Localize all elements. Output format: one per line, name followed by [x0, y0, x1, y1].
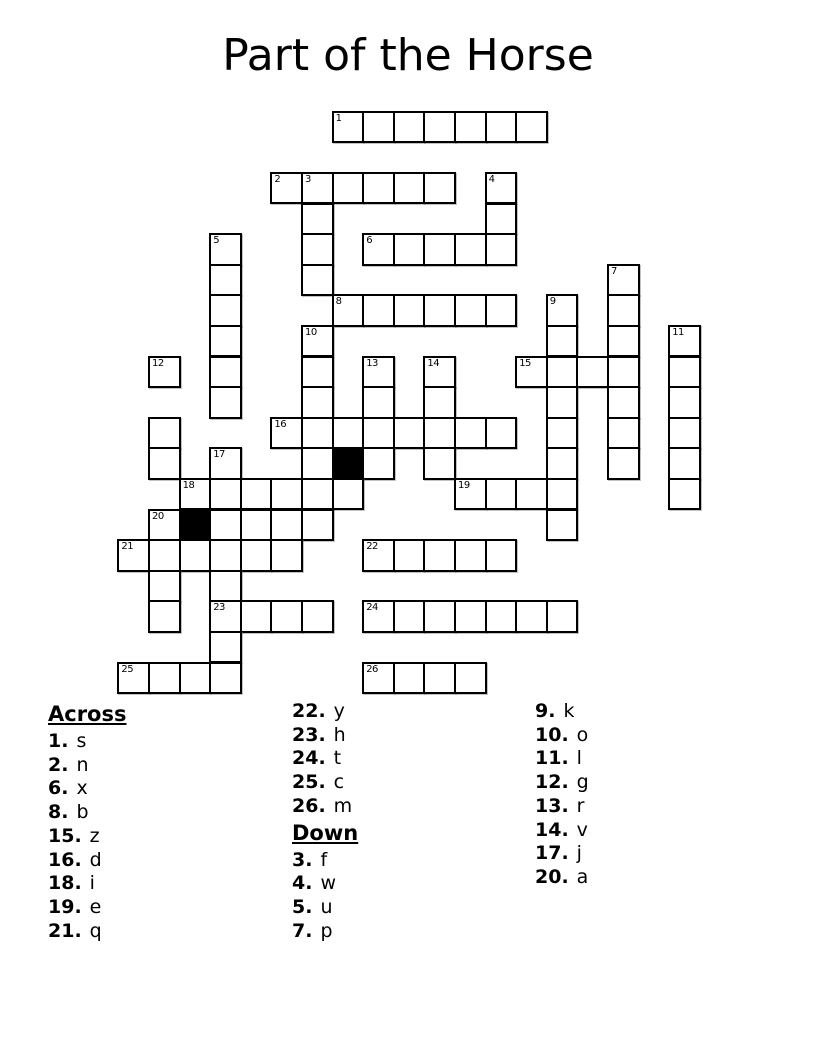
clue-number: 24. — [292, 747, 326, 770]
grid-cell[interactable] — [179, 662, 212, 695]
clue-number: 15. — [48, 824, 82, 847]
clue-text: t — [333, 747, 342, 770]
grid-cell[interactable] — [209, 325, 242, 358]
clue-number: 21. — [48, 919, 82, 942]
grid-cell[interactable] — [485, 600, 518, 633]
clue-item — [292, 747, 532, 771]
grid-cell[interactable] — [485, 111, 518, 144]
grid-cell[interactable] — [117, 662, 150, 695]
grid-cell[interactable] — [454, 417, 487, 450]
cell-number: 8 — [335, 296, 342, 308]
grid-cell[interactable] — [240, 600, 273, 633]
grid-cell[interactable] — [485, 233, 518, 266]
grid-cell[interactable] — [148, 662, 181, 695]
black-cell — [332, 447, 365, 480]
grid-cell[interactable] — [515, 111, 548, 144]
grid-cell[interactable] — [515, 356, 548, 389]
grid-cell[interactable] — [607, 447, 640, 480]
clue-number: 16. — [48, 848, 82, 871]
grid-cell[interactable] — [485, 172, 518, 205]
cell-number: 12 — [152, 357, 164, 369]
grid-cell[interactable] — [117, 539, 150, 572]
clue-column — [535, 700, 775, 890]
clue-text: x — [76, 777, 88, 800]
grid-cell[interactable] — [270, 600, 303, 633]
clue-number: 19. — [48, 895, 82, 918]
clue-text: s — [76, 730, 87, 752]
grid-cell[interactable] — [209, 478, 242, 511]
cell-number: 26 — [366, 663, 378, 675]
grid-cell[interactable] — [454, 111, 487, 144]
grid-cell[interactable] — [454, 294, 487, 327]
grid-cell[interactable] — [362, 356, 395, 389]
grid-cell[interactable] — [576, 356, 609, 389]
grid-cell[interactable] — [301, 325, 334, 358]
clue-number: 23. — [292, 723, 326, 746]
grid-cell[interactable] — [515, 478, 548, 511]
grid-cell[interactable] — [485, 294, 518, 327]
grid-cell[interactable] — [668, 417, 701, 450]
grid-cell[interactable] — [668, 478, 701, 511]
grid-cell[interactable] — [423, 386, 456, 419]
clue-text: v — [576, 818, 588, 841]
clue-item — [535, 771, 775, 795]
grid-cell[interactable] — [362, 662, 395, 695]
grid-cell[interactable] — [362, 111, 395, 144]
clue-item — [48, 801, 288, 825]
grid-cell[interactable] — [393, 539, 426, 572]
clue-text: j — [576, 842, 582, 865]
clue-text: i — [89, 872, 95, 895]
clue-item — [48, 825, 288, 849]
clue-number: 6. — [48, 777, 69, 800]
grid-cell[interactable] — [454, 478, 487, 511]
grid-cell[interactable] — [546, 417, 579, 450]
grid-cell[interactable] — [301, 233, 334, 266]
grid-cell[interactable] — [393, 662, 426, 695]
clue-number: 12. — [535, 771, 569, 794]
grid-cell[interactable] — [209, 386, 242, 419]
clue-item — [535, 819, 775, 843]
grid-cell[interactable] — [148, 417, 181, 450]
grid-cell[interactable] — [240, 539, 273, 572]
cell-number: 19 — [458, 479, 470, 491]
grid-cell[interactable] — [393, 172, 426, 205]
grid-cell[interactable] — [301, 509, 334, 542]
grid-cell[interactable] — [423, 417, 456, 450]
clue-text: u — [320, 895, 333, 918]
grid-cell[interactable] — [607, 325, 640, 358]
clue-text: a — [576, 865, 589, 888]
clue-number: 3. — [292, 848, 313, 871]
cell-number: 11 — [672, 326, 684, 338]
grid-cell[interactable] — [301, 417, 334, 450]
grid-cell[interactable] — [270, 172, 303, 205]
grid-cell[interactable] — [393, 600, 426, 633]
clue-number: 13. — [535, 794, 569, 817]
grid-cell[interactable] — [332, 478, 365, 511]
clue-item — [292, 849, 532, 873]
cell-number: 1 — [335, 112, 342, 124]
grid-cell[interactable] — [332, 111, 365, 144]
grid-cell[interactable] — [423, 356, 456, 389]
clue-number: 9. — [535, 700, 556, 722]
grid-cell[interactable] — [393, 417, 426, 450]
page-title: Part of the Horse — [222, 30, 594, 81]
clue-number: 26. — [292, 794, 326, 817]
grid-cell[interactable] — [209, 631, 242, 664]
grid-cell[interactable] — [362, 233, 395, 266]
grid-cell[interactable] — [607, 264, 640, 297]
cell-number: 18 — [182, 479, 195, 491]
grid-cell[interactable] — [332, 417, 365, 450]
grid-cell[interactable] — [148, 539, 181, 572]
grid-cell[interactable] — [332, 294, 365, 327]
clue-number: 22. — [292, 700, 326, 722]
grid-cell[interactable] — [362, 172, 395, 205]
clue-column — [292, 700, 532, 943]
clue-column — [48, 700, 288, 943]
grid-cell[interactable] — [668, 325, 701, 358]
clue-number: 18. — [48, 872, 82, 895]
grid-cell[interactable] — [668, 386, 701, 419]
grid-cell[interactable] — [270, 509, 303, 542]
clue-item — [48, 896, 288, 920]
grid-cell[interactable] — [301, 447, 334, 480]
clue-item — [48, 754, 288, 778]
clue-number: 11. — [535, 747, 569, 770]
grid-cell[interactable] — [515, 600, 548, 633]
grid-cell[interactable] — [209, 233, 242, 266]
clue-item — [535, 795, 775, 819]
clue-number: 10. — [535, 723, 569, 746]
grid-cell[interactable] — [393, 233, 426, 266]
grid-cell[interactable] — [454, 600, 487, 633]
grid-cell[interactable] — [485, 478, 518, 511]
cell-number: 3 — [305, 173, 311, 185]
cell-number: 24 — [366, 602, 378, 614]
cell-number: 17 — [213, 449, 225, 461]
grid-cell[interactable] — [607, 417, 640, 450]
cell-number: 5 — [213, 235, 220, 247]
clue-number: 1. — [48, 730, 69, 752]
grid-cell[interactable] — [301, 203, 334, 236]
clue-text: e — [89, 895, 102, 918]
grid-cell[interactable] — [301, 386, 334, 419]
black-cell — [179, 509, 212, 542]
clue-number: 2. — [48, 753, 69, 776]
grid-cell[interactable] — [148, 447, 181, 480]
grid-cell[interactable] — [179, 539, 212, 572]
grid-cell[interactable] — [546, 386, 579, 419]
grid-cell[interactable] — [270, 539, 303, 572]
grid-cell[interactable] — [546, 509, 579, 542]
grid-cell[interactable] — [423, 600, 456, 633]
cell-number: 20 — [152, 510, 164, 522]
grid-cell[interactable] — [423, 294, 456, 327]
grid-cell[interactable] — [209, 264, 242, 297]
clue-text: w — [320, 872, 336, 895]
grid-cell[interactable] — [423, 111, 456, 144]
clue-item — [535, 724, 775, 748]
grid-cell[interactable] — [546, 600, 579, 633]
clue-item — [292, 872, 532, 896]
grid-cell[interactable] — [668, 447, 701, 480]
grid-cell[interactable] — [423, 172, 456, 205]
grid-cell[interactable] — [301, 478, 334, 511]
clue-item — [48, 920, 288, 944]
clue-number: 7. — [292, 919, 313, 942]
grid-cell[interactable] — [423, 447, 456, 480]
clue-text: c — [333, 771, 345, 794]
grid-cell[interactable] — [546, 325, 579, 358]
grid-cell[interactable] — [240, 509, 273, 542]
grid-cell[interactable] — [423, 233, 456, 266]
clue-text: d — [89, 848, 102, 871]
clue-item — [292, 896, 532, 920]
clue-item — [292, 795, 532, 819]
grid-cell[interactable] — [148, 356, 181, 389]
clue-number: 5. — [292, 895, 313, 918]
grid-cell[interactable] — [301, 600, 334, 633]
grid-cell[interactable] — [546, 447, 579, 480]
clue-item — [292, 700, 532, 724]
grid-cell[interactable] — [485, 203, 518, 236]
grid-cell[interactable] — [668, 356, 701, 389]
cell-number: 4 — [488, 173, 495, 185]
clue-text: f — [320, 848, 328, 871]
grid-cell[interactable] — [209, 662, 242, 695]
clue-text: z — [89, 824, 100, 847]
grid-cell[interactable] — [270, 478, 303, 511]
grid-cell[interactable] — [301, 172, 334, 205]
clue-text: y — [333, 700, 345, 722]
cell-number: 16 — [274, 418, 287, 430]
clue-item — [48, 730, 288, 754]
cell-number: 15 — [519, 357, 531, 369]
grid-cell[interactable] — [607, 294, 640, 327]
grid-cell[interactable] — [546, 294, 579, 327]
grid-cell[interactable] — [209, 447, 242, 480]
grid-cell[interactable] — [362, 386, 395, 419]
clue-text: h — [333, 723, 346, 746]
clue-text: p — [320, 919, 333, 942]
grid-cell[interactable] — [423, 539, 456, 572]
grid-cell[interactable] — [332, 172, 365, 205]
clue-number: 8. — [48, 801, 69, 824]
grid-cell[interactable] — [209, 356, 242, 389]
clue-item — [292, 771, 532, 795]
grid-cell[interactable] — [454, 662, 487, 695]
cell-number: 2 — [274, 173, 281, 185]
clue-item — [48, 872, 288, 896]
grid-cell[interactable] — [393, 294, 426, 327]
clue-number: 17. — [535, 842, 569, 865]
grid-cell[interactable] — [209, 539, 242, 572]
cell-number: 21 — [121, 541, 134, 553]
grid-cell[interactable] — [209, 570, 242, 603]
cell-number: 6 — [366, 235, 373, 247]
grid-cell[interactable] — [301, 264, 334, 297]
grid-cell[interactable] — [148, 600, 181, 633]
clue-text: k — [563, 700, 575, 722]
clue-item — [292, 920, 532, 944]
cell-number: 23 — [213, 602, 225, 614]
grid-cell[interactable] — [454, 539, 487, 572]
grid-cell[interactable] — [362, 539, 395, 572]
clue-item — [292, 724, 532, 748]
cell-number: 22 — [366, 541, 378, 553]
clue-number: 20. — [535, 865, 569, 888]
clue-number: 25. — [292, 771, 326, 794]
clue-text: l — [576, 747, 582, 770]
grid-cell[interactable] — [546, 356, 579, 389]
grid-cell[interactable] — [607, 356, 640, 389]
down-heading: Down — [292, 820, 359, 845]
grid-cell[interactable] — [485, 539, 518, 572]
clue-text: o — [576, 723, 589, 746]
grid-cell[interactable] — [362, 417, 395, 450]
cell-number: 13 — [366, 357, 378, 369]
clue-text: n — [76, 753, 89, 776]
grid-cell[interactable] — [362, 294, 395, 327]
clue-item — [48, 849, 288, 873]
clue-text: m — [333, 794, 353, 817]
cell-number: 9 — [549, 296, 556, 308]
grid-cell[interactable] — [209, 294, 242, 327]
across-heading: Across — [48, 702, 127, 726]
cell-number: 7 — [611, 265, 617, 277]
grid-cell[interactable] — [270, 417, 303, 450]
clue-text: b — [76, 801, 89, 824]
clue-number: 4. — [292, 872, 313, 895]
clue-item — [535, 842, 775, 866]
grid-cell[interactable] — [301, 356, 334, 389]
grid-cell[interactable] — [485, 417, 518, 450]
grid-cell[interactable] — [209, 600, 242, 633]
clue-item — [535, 866, 775, 890]
grid-cell[interactable] — [546, 478, 579, 511]
cell-number: 25 — [121, 663, 134, 675]
grid-cell[interactable] — [148, 509, 181, 542]
clue-number: 14. — [535, 818, 569, 841]
grid-cell[interactable] — [209, 509, 242, 542]
cell-number: 14 — [427, 357, 440, 369]
grid-cell[interactable] — [607, 386, 640, 419]
grid-cell[interactable] — [362, 600, 395, 633]
grid-cell[interactable] — [240, 478, 273, 511]
grid-cell[interactable] — [423, 662, 456, 695]
clue-text: r — [576, 794, 585, 817]
grid-cell[interactable] — [454, 233, 487, 266]
grid-cell[interactable] — [362, 447, 395, 480]
clue-item — [535, 747, 775, 771]
grid-cell[interactable] — [393, 111, 426, 144]
grid-cell[interactable] — [179, 478, 212, 511]
grid-cell[interactable] — [148, 570, 181, 603]
cell-number: 10 — [305, 326, 317, 338]
clue-item — [535, 700, 775, 724]
clue-text: g — [576, 771, 589, 794]
clue-text: q — [89, 919, 102, 942]
clue-item — [48, 777, 288, 801]
